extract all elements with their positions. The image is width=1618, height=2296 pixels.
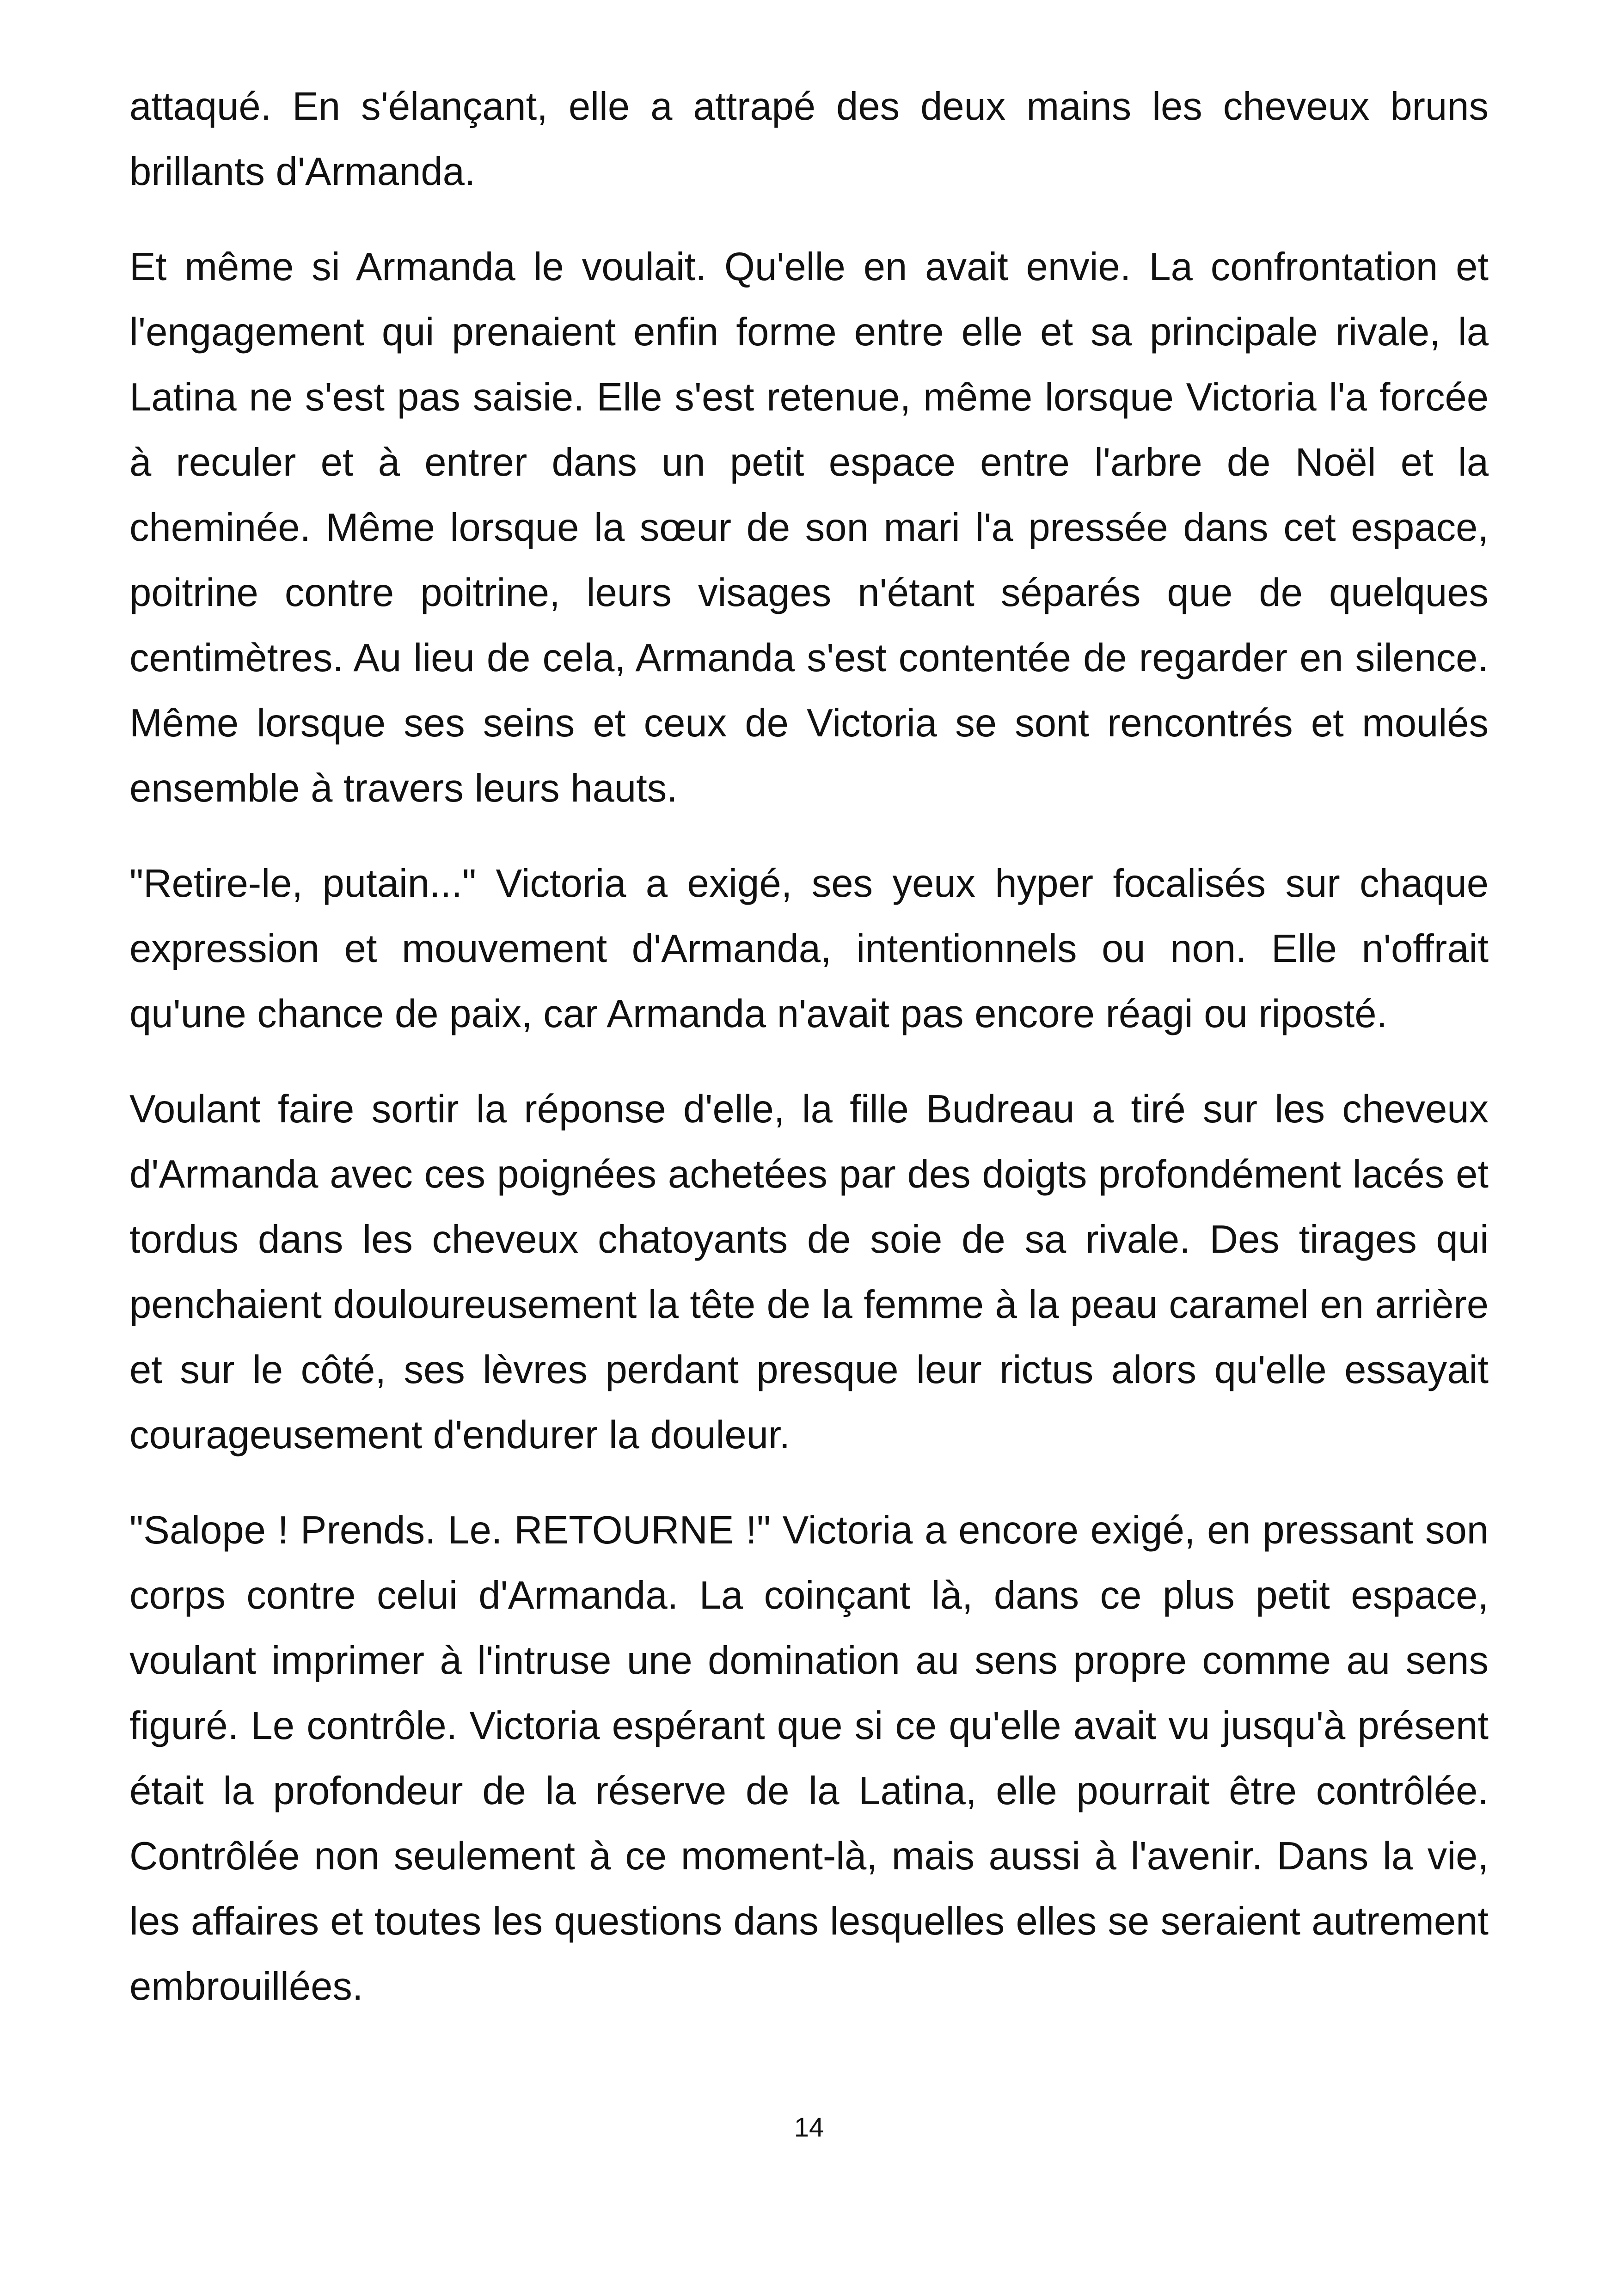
page-number: 14 [794, 2112, 824, 2143]
body-text [129, 74, 1489, 2049]
paragraph-4: Voulant faire sortir la réponse d'elle, la fille Budreau a tiré sur les cheveux d'Armanda avec ces poignées achetées par des doigts profondément lacés et tordus dans les cheveux chatoyants de soie de sa rivale. Des tirages qui penchaient douloureusement la tête de la femme à la peau caramel en arrière et sur le côté, ses lèvres perdant presque leur rictus alors qu'elle essayait courageusement d'endurer la douleur. [129, 1087, 1489, 1457]
paragraph-1: attaqué. En s'élançant, elle a attrapé des deux mains les cheveux bruns brillants d'Armanda. [129, 85, 1489, 194]
paragraph-2: Et même si Armanda le voulait. Qu'elle en avait envie. La confrontation et l'engagement qui prenaient enfin forme entre elle et sa principale rivale, la Latina ne s'est pas saisie. Elle s'est retenue, même lorsque Victoria l'a forcée à reculer et à entrer dans un petit espace entre l'arbre de Noël et la cheminée. Même lorsque la sœur de son mari l'a pressée dans cet espace, poitrine contre poitrine, leurs visages n'étant séparés que de quelques centimètres. Au lieu de cela, Armanda s'est contentée de regarder en silence. Même lorsque ses seins et ceux de Victoria se sont rencontrés et moulés ensemble à travers leurs hauts. [129, 245, 1489, 810]
paragraph-3: "Retire-le, putain..." Victoria a exigé, ses yeux hyper focalisés sur chaque expression et mouvement d'Armanda, intentionnels ou non. Elle n'offrait qu'une chance de paix, car Armanda n'avait pas encore réagi ou riposté. [129, 862, 1489, 1036]
paragraph-5: "Salope ! Prends. Le. RETOURNE !" Victoria a encore exigé, en pressant son corps contre celui d'Armanda. La coinçant là, dans ce plus petit espace, voulant imprimer à l'intruse une domination au sens propre comme au sens figuré. Le contrôle. Victoria espérant que si ce qu'elle avait vu jusqu'à présent était la profondeur de la réserve de la Latina, elle pourrait être contrôlée. Contrôlée non seulement à ce moment-là, mais aussi à l'avenir. Dans la vie, les affaires et toutes les questions dans lesquelles elles se seraient autrement embrouillées. [129, 1508, 1489, 2008]
